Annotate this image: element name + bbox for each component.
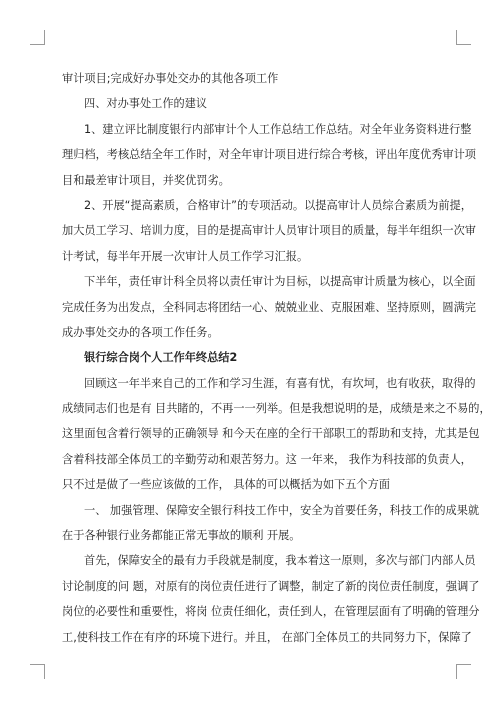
- text-line: 回顾这一年半来自己的工作和学习生涯，有喜有忧，有坎坷，也有收获，取得的: [84, 376, 476, 390]
- text-line: 计考试，每半年开展一次审计人员工作学习汇报。: [62, 249, 309, 263]
- crop-mark-bottom-left: [30, 664, 45, 679]
- text-line: 在于各种银行业务都能正常无事故的顺利 开展。: [62, 529, 301, 543]
- document-body: [62, 66, 491, 650]
- text-line: 岗位的必要性和重要性，将岗 位责任细化，责任到人，在管理层面有了明确的管理分: [62, 605, 480, 619]
- section-heading: 银行综合岗个人工作年终总结2: [84, 351, 238, 365]
- text-line: 1、建立评比制度银行内部审计个人工作总结工作总结。对全年业务资料进行整: [84, 122, 472, 136]
- text-line: 理归档，考核总结全年工作时，对全年审计项目进行综合考核，评出年度优秀审计项: [62, 148, 476, 162]
- crop-mark-top-left: [30, 30, 45, 45]
- text-line: 四、对办事处工作的建议: [84, 97, 208, 111]
- text-line: 完成任务为出发点，全科同志将团结一心、兢兢业业、克服困难、坚持原则，圆满完: [62, 300, 476, 314]
- crop-mark-bottom-right: [456, 664, 471, 679]
- text-line: 讨论制度的问 题，对原有的岗位责任进行了调整，制定了新的岗位责任制度，强调了: [62, 579, 480, 593]
- text-line: 只不过是做了一些应该做的工作， 具体的可以概括为如下五个方面: [62, 478, 390, 492]
- text-line: 首先，保障安全的最有力手段就是制度，我本着这一原则，多次与部门内部人员: [84, 554, 476, 568]
- text-line: 这里面包含着行领导的正确领导 和今天在座的全行干部职工的帮助和支持，尤其是包: [62, 427, 480, 441]
- text-line: 加大员工学习、培训力度，目的是提高审计人员审计项目的质量，每半年组织一次审: [62, 224, 476, 238]
- text-line: 成绩同志们也是有 目共睹的，不再一一列举。但是我想说明的是，成绩是来之不易的，: [62, 402, 491, 416]
- text-line: 2、开展“提高素质，合格审计”的专项活动。以提高审计人员综合素质为前提，: [84, 198, 472, 212]
- text-line: 成办事处交办的各项工作任务。: [62, 325, 219, 339]
- text-line: 工,使科技工作在有序的环境下进行。并且， 在部门全体员工的共同努力下，保障了: [62, 630, 472, 644]
- text-line: 含着科技部全体员工的辛勤劳动和艰苦努力。这 一年来， 我作为科技部的负责人，: [62, 452, 472, 466]
- text-line: 一、 加强管理、保障安全银行科技工作中，安全为首要任务，科技工作的成果就: [84, 503, 480, 517]
- text-line: 下半年，责任审计科全员将以责任审计为目标，以提高审计质量为核心，以全面: [84, 275, 476, 289]
- crop-mark-top-right: [456, 30, 471, 45]
- text-line: 目和最差审计项目，并奖优罚劣。: [62, 173, 230, 187]
- text-line: 审计项目;完成好办事处交办的其他各项工作: [62, 72, 279, 85]
